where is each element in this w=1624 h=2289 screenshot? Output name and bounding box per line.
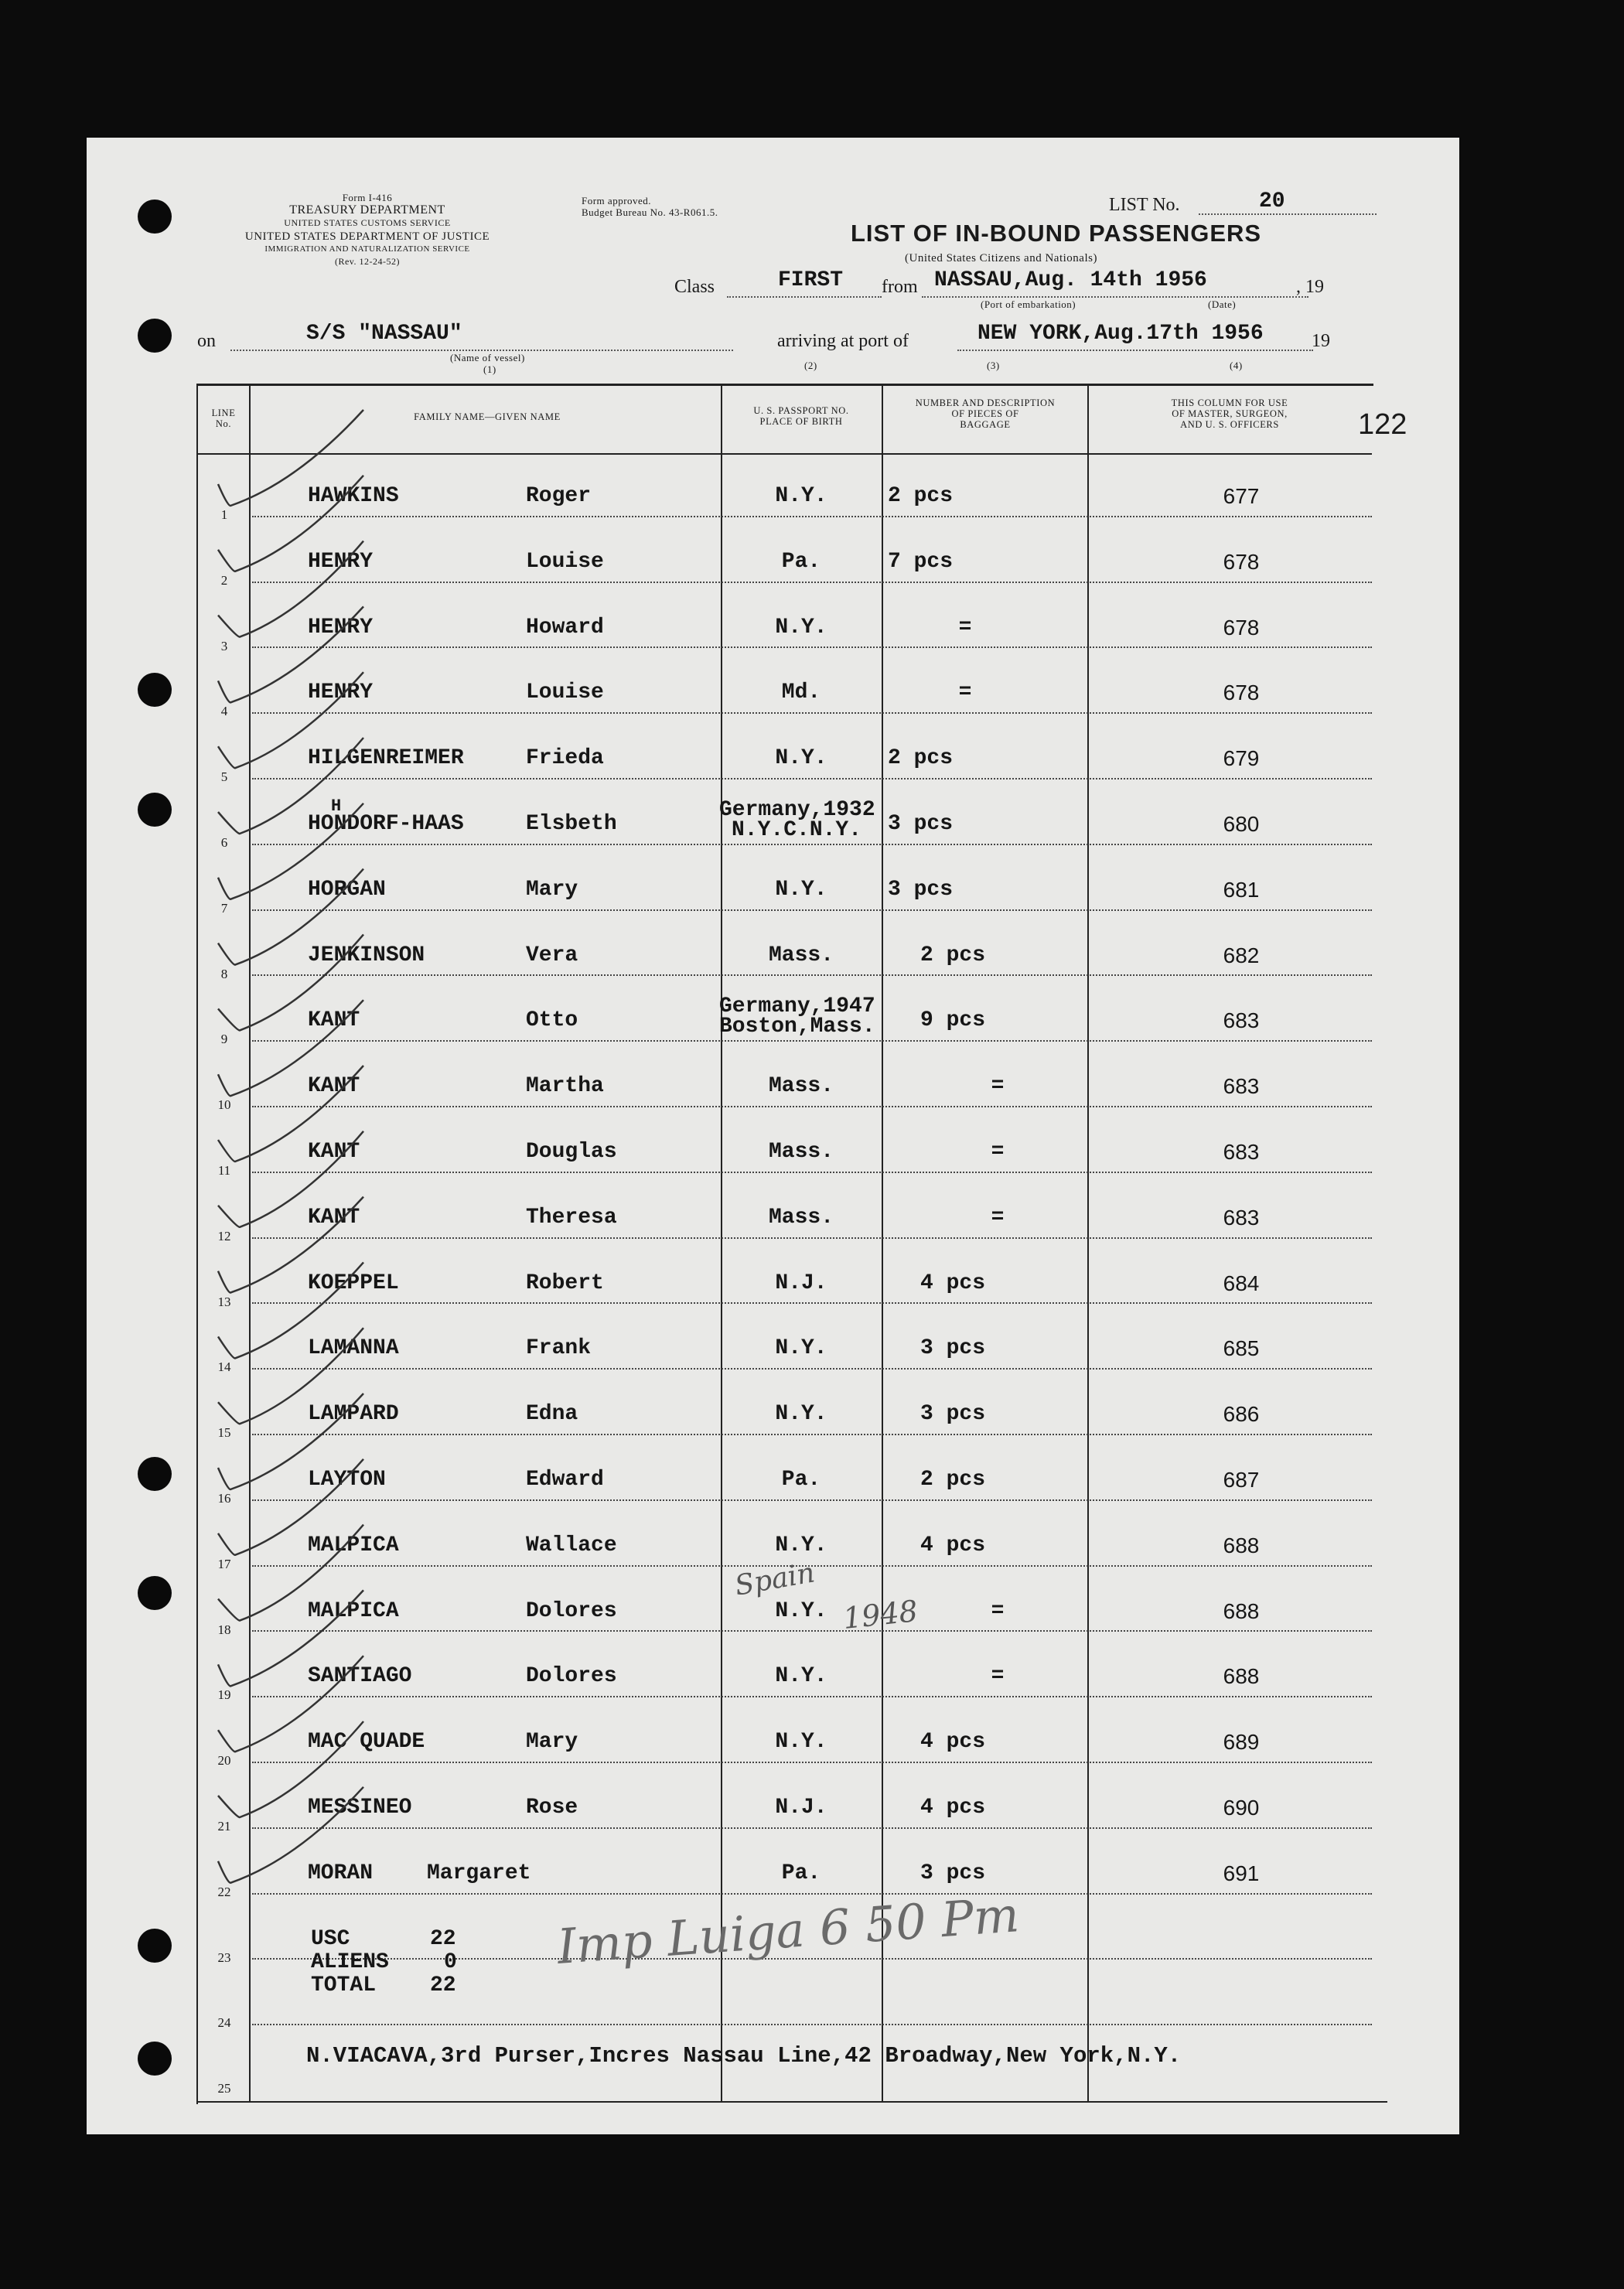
spain-year: 1948 (841, 1594, 919, 1636)
baggage: 4 pcs (920, 1533, 986, 1557)
header-baggage-3: BAGGAGE (960, 419, 1011, 430)
officer-number: 691 (1223, 1861, 1260, 1885)
given-name: Theresa (526, 1205, 617, 1230)
family-name: HORGAN (308, 877, 386, 902)
given-name: Louise (526, 549, 604, 574)
arrival-value: NEW YORK,Aug.17th 1956 (977, 322, 1264, 346)
vessel-caption-num: (1) (483, 363, 496, 375)
baggage: 3 pcs (920, 1402, 986, 1427)
line-number: 8 (220, 966, 228, 981)
baggage: 7 pcs (888, 549, 954, 574)
check-mark (218, 803, 363, 899)
officer-number: 680 (1223, 812, 1260, 836)
officer-number: 683 (1223, 1140, 1260, 1164)
place-of-birth: N.Y. (775, 1598, 827, 1623)
place-of-birth: N.Y. (775, 484, 827, 508)
page-number: 122 (1358, 408, 1407, 441)
line-number: 9 (220, 1032, 228, 1047)
budget-bureau: Budget Bureau No. 43-R061.5. (582, 206, 718, 218)
given-name: Frank (526, 1336, 592, 1361)
place-of-birth-2: Boston,Mass. (719, 1015, 875, 1039)
place-of-birth: Md. (781, 681, 821, 705)
family-name: KANT (308, 1008, 360, 1033)
baggage: = (991, 1205, 1005, 1230)
line-number: 20 (217, 1753, 231, 1769)
baggage: 2 pcs (888, 484, 954, 508)
baggage: = (958, 681, 972, 705)
line-number: 13 (217, 1294, 231, 1309)
header-baggage-2: OF PIECES OF (951, 408, 1019, 419)
check-mark (218, 1787, 363, 1883)
ins-service: IMMIGRATION AND NATURALIZATION SERVICE (264, 244, 470, 254)
given-name: Martha (526, 1074, 604, 1099)
baggage: 9 pcs (920, 1008, 986, 1033)
baggage: 2 pcs (888, 746, 954, 771)
check-mark (218, 410, 363, 506)
date-caption: (Date) (1208, 298, 1237, 310)
line-number: 5 (220, 769, 228, 785)
officer-number: 683 (1223, 1008, 1260, 1033)
caption-3: (3) (987, 360, 1000, 371)
from-value: NASSAU,Aug. 14th 1956 (934, 268, 1207, 292)
given-name: Margaret (427, 1861, 531, 1885)
place-of-birth: Germany,1947 (719, 994, 875, 1019)
given-name: Robert (526, 1271, 604, 1295)
vessel-name: S/S "NASSAU" (306, 322, 462, 346)
given-name: Edna (526, 1402, 578, 1427)
place-of-birth: N.Y. (775, 1533, 827, 1557)
officer-number: 690 (1223, 1796, 1260, 1820)
officer-number: 682 (1223, 943, 1260, 967)
place-of-birth: N.Y. (775, 877, 827, 902)
given-name: Otto (526, 1008, 578, 1033)
port-embark-caption: (Port of embarkation) (981, 298, 1076, 310)
given-name: Roger (526, 484, 592, 508)
header-officers-3: AND U. S. OFFICERS (1180, 419, 1279, 430)
family-name: HENRY (308, 549, 374, 574)
check-mark (218, 934, 363, 1033)
line-number: 25 (217, 2081, 231, 2096)
from-label: from (882, 277, 918, 297)
officer-number: 688 (1223, 1533, 1260, 1557)
hondorf-superscript: H (331, 797, 342, 816)
check-mark (218, 606, 363, 702)
given-name: Elsbeth (526, 812, 617, 836)
given-name: Mary (526, 877, 578, 902)
check-mark (218, 738, 363, 834)
justice-dept: UNITED STATES DEPARTMENT OF JUSTICE (244, 230, 490, 243)
baggage: 4 pcs (920, 1271, 986, 1295)
check-mark (218, 1197, 363, 1293)
baggage: 4 pcs (920, 1730, 986, 1755)
place-of-birth: N.Y. (775, 746, 827, 771)
baggage: = (991, 1598, 1005, 1623)
family-name: MALPICA (308, 1533, 399, 1557)
place-of-birth: Pa. (781, 1468, 821, 1492)
header-baggage-1: NUMBER AND DESCRIPTION (915, 397, 1056, 408)
check-mark (218, 1328, 363, 1424)
on-label: on (197, 331, 216, 351)
line-number: 12 (217, 1228, 231, 1243)
header-passport-1: U. S. PASSPORT NO. (753, 405, 849, 416)
officer-number: 681 (1223, 877, 1260, 902)
place-of-birth: Mass. (768, 1074, 834, 1099)
baggage: 3 pcs (920, 1861, 986, 1885)
arriving-label: arriving at port of (777, 331, 909, 351)
treasury-dept: TREASURY DEPARTMENT (289, 203, 445, 217)
given-name: Douglas (526, 1140, 617, 1164)
line-number: 17 (217, 1556, 231, 1571)
baggage: 2 pcs (920, 1468, 986, 1492)
aliens-label: ALIENS (311, 1950, 389, 1974)
line-number: 1 (220, 507, 228, 522)
caption-4: (4) (1230, 360, 1243, 371)
line-number: 15 (217, 1425, 231, 1441)
check-mark (218, 672, 363, 768)
total-label: TOTAL (311, 1973, 377, 1997)
baggage: 4 pcs (920, 1796, 986, 1820)
check-mark (218, 1262, 363, 1358)
list-title: LIST OF IN-BOUND PASSENGERS (851, 220, 1262, 247)
line-number: 18 (217, 1622, 231, 1637)
form-number: Form I-416 (342, 192, 393, 203)
family-name: MESSINEO (308, 1796, 412, 1820)
line-number: 11 (217, 1163, 231, 1178)
place-of-birth: Pa. (781, 1861, 821, 1885)
place-of-birth-2: N.Y.C.N.Y. (732, 818, 862, 842)
place-of-birth: N.J. (775, 1796, 827, 1820)
family-name: HAWKINS (308, 484, 399, 508)
list-subtitle: (United States Citizens and Nationals) (905, 252, 1097, 264)
baggage: = (991, 1140, 1005, 1164)
place-of-birth: Mass. (768, 943, 834, 967)
family-name: MALPICA (308, 1598, 399, 1623)
line-number: 3 (220, 638, 228, 653)
line-number: 21 (217, 1819, 231, 1834)
baggage: 3 pcs (888, 812, 954, 836)
officer-number: 683 (1223, 1074, 1260, 1099)
baggage: = (991, 1074, 1005, 1099)
given-name: Dolores (526, 1664, 617, 1689)
family-name: LAMPARD (308, 1402, 399, 1427)
family-name: HONDORF-HAAS (308, 812, 464, 836)
check-mark (218, 1066, 363, 1162)
officer-number: 678 (1223, 681, 1260, 705)
given-name: Wallace (526, 1533, 617, 1557)
check-mark (218, 1131, 363, 1227)
officer-number: 685 (1223, 1336, 1260, 1361)
check-mark (218, 1656, 363, 1752)
check-mark (218, 1394, 363, 1489)
check-mark (218, 1721, 363, 1817)
family-name: HENRY (308, 615, 374, 640)
usc-value: 22 (430, 1927, 456, 1951)
baggage: 3 pcs (888, 877, 954, 902)
header-passport-2: PLACE OF BIRTH (759, 416, 843, 427)
family-name: SANTIAGO (308, 1664, 412, 1689)
list-no-label: LIST No. (1109, 195, 1180, 215)
revision: (Rev. 12-24-52) (334, 256, 401, 267)
year-suffix: , 19 (1296, 277, 1324, 297)
place-of-birth: N.Y. (775, 1336, 827, 1361)
purser-footer: N.VIACAVA,3rd Purser,Incres Nassau Line,42 Broadway,New York,N.Y. (306, 2043, 1182, 2069)
family-name: LAMANNA (308, 1336, 399, 1361)
officer-number: 687 (1223, 1468, 1260, 1492)
check-mark (218, 1459, 363, 1555)
place-of-birth: N.Y. (775, 1664, 827, 1689)
baggage: = (991, 1664, 1005, 1689)
given-name: Edward (526, 1468, 604, 1492)
given-name: Louise (526, 681, 604, 705)
family-name: LAYTON (308, 1468, 386, 1492)
given-name: Rose (526, 1796, 578, 1820)
form-approved: Form approved. (582, 195, 652, 206)
usc-label: USC (311, 1927, 350, 1951)
customs-service: UNITED STATES CUSTOMS SERVICE (284, 217, 451, 228)
header-line-no-1: LINE (211, 408, 236, 418)
place-of-birth: Mass. (768, 1140, 834, 1164)
caption-2: (2) (804, 360, 817, 371)
officer-number: 679 (1223, 746, 1260, 771)
officer-number: 678 (1223, 549, 1260, 574)
header-name: FAMILY NAME—GIVEN NAME (414, 411, 561, 422)
line-number: 19 (217, 1687, 231, 1703)
aliens-value: 0 (444, 1950, 457, 1974)
family-name: MAC QUADE (308, 1730, 425, 1755)
header-officers-2: OF MASTER, SURGEON, (1172, 408, 1288, 419)
class-label: Class (674, 277, 715, 297)
header-officers-1: THIS COLUMN FOR USE (1171, 397, 1288, 408)
check-mark (218, 869, 363, 965)
officer-number: 689 (1223, 1730, 1260, 1755)
family-name: KOEPPEL (308, 1271, 399, 1295)
check-mark (218, 541, 363, 637)
baggage: 3 pcs (920, 1336, 986, 1361)
officer-number: 688 (1223, 1664, 1260, 1689)
place-of-birth: Mass. (768, 1205, 834, 1230)
check-mark (218, 1590, 363, 1686)
place-of-birth: N.Y. (775, 1730, 827, 1755)
line-number: 7 (220, 900, 228, 916)
year-suffix-2: 19 (1312, 331, 1330, 351)
check-mark (218, 1525, 363, 1621)
given-name: Frieda (526, 746, 604, 771)
officer-number: 686 (1223, 1402, 1260, 1427)
list-number: 20 (1259, 189, 1285, 213)
family-name: MORAN (308, 1861, 374, 1885)
place-of-birth: N.Y. (775, 1402, 827, 1427)
given-name: Vera (526, 943, 578, 967)
officer-number: 688 (1223, 1598, 1260, 1623)
family-name: KANT (308, 1074, 360, 1099)
family-name: KANT (308, 1140, 360, 1164)
family-name: KANT (308, 1205, 360, 1230)
baggage: = (958, 615, 972, 640)
line-number: 24 (217, 2015, 231, 2031)
family-name: HENRY (308, 681, 374, 705)
check-mark (218, 1000, 363, 1099)
line-number: 14 (217, 1359, 231, 1375)
place-of-birth: N.Y. (775, 615, 827, 640)
officer-number: 678 (1223, 615, 1260, 640)
total-value: 22 (430, 1973, 456, 1997)
spain-note: Spain (732, 1557, 817, 1602)
given-name: Howard (526, 615, 604, 640)
family-name: HILGENREIMER (308, 746, 464, 771)
line-number: 6 (220, 835, 228, 850)
class-value: FIRST (778, 268, 844, 292)
line-number: 4 (220, 704, 228, 719)
line-number: 16 (217, 1491, 231, 1506)
officer-number: 677 (1223, 484, 1260, 508)
officer-number: 684 (1223, 1271, 1260, 1295)
line-number: 23 (217, 1950, 231, 1965)
inspector-signature: Imp Luiga 6 50 Pm (555, 1886, 1022, 1975)
officer-number: 683 (1223, 1205, 1260, 1230)
header-line-no-2: No. (215, 418, 232, 429)
baggage: 2 pcs (920, 943, 986, 967)
line-number: 2 (220, 572, 228, 588)
place-of-birth: Pa. (781, 549, 821, 574)
check-mark (218, 476, 363, 571)
place-of-birth: Germany,1932 (719, 798, 875, 822)
line-number: 10 (217, 1097, 231, 1113)
family-name: JENKINSON (308, 943, 425, 967)
line-number: 22 (217, 1884, 231, 1899)
given-name: Mary (526, 1730, 578, 1755)
vessel-caption: (Name of vessel) (450, 352, 525, 363)
place-of-birth: N.J. (775, 1271, 827, 1295)
given-name: Dolores (526, 1598, 617, 1623)
